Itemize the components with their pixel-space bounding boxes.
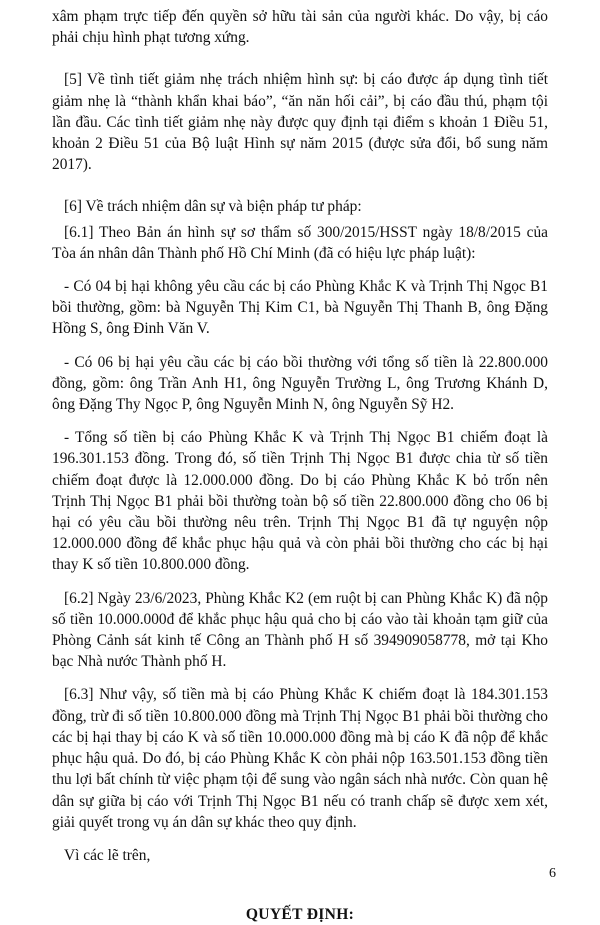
paragraph-civil-liability-heading: [6] Về trách nhiệm dân sự và biện pháp tư pháp:: [64, 198, 362, 216]
paragraph-mitigating-circumstances: [5] Về tình tiết giảm nhẹ trách nhiệm hình sự: bị cáo được áp dụng tình tiết giảm nhẹ là “thành khẩn khai báo”, “ăn năn hối cải”, bị cáo đầu thú, phạm tội lần đầu. Các tình tiết giảm nhẹ này được quy định tại điểm s khoản 1 Điều 51, khoản 2 Điều 51 của Bộ luật Hình sự năm 2015 (được sửa đổi, bổ sung năm 2017).: [52, 71, 548, 174]
decision-heading: QUYẾT ĐỊNH:: [245, 906, 355, 924]
paragraph-6-2: [6.2] Ngày 23/6/2023, Phùng Khắc K2 (em ruột bị can Phùng Khắc K) đã nộp số tiền 10.000.000đ để khắc phục hậu quả cho bị cáo vào tài khoản tạm giữ của Phòng Cảnh sát kinh tế Công an Thành phố H số 394909058778, mở tại Kho bạc Nhà nước Thành phố H.: [52, 589, 548, 671]
paragraph-6-3: [6.3] Như vậy, số tiền mà bị cáo Phùng Khắc K chiếm đoạt là 184.301.153 đồng, trừ đi số tiền 10.800.000 đồng mà Trịnh Thị Ngọc B1 phải bồi thường cho các bị hại thay bị cáo K và số tiền 10.000.000 đồng mà bị cáo K đã nộp để khắc phục hậu quả. Do đó, bị cáo Phùng Khắc K còn phải nộp 163.501.153 đồng tiền thu lợi bất chính từ việc phạm tội để sung vào ngân sách nhà nước. Còn quan hệ dân sự giữa bị cáo với Trịnh Thị Ngọc B1 nếu có tranh chấp sẽ được xem xét, giải quyết trong vụ án dân sự khác theo quy định.: [52, 686, 548, 831]
bullet-victims-no-claim: - Có 04 bị hại không yêu cầu các bị cáo Phùng Khắc K và Trịnh Thị Ngọc B1 bồi thường, gồm: bà Nguyễn Thị Kim C1, bà Nguyễn Thị Thanh B, ông Đặng Hồng S, ông Đinh Văn V.: [52, 278, 548, 338]
paragraph-closing: Vì các lẽ trên,: [64, 846, 151, 864]
bullet-victims-claim: - Có 06 bị hại yêu cầu các bị cáo bồi thường với tổng số tiền là 22.800.000 đồng, gồm: ông Trần Anh H1, ông Nguyễn Trường L, ông Trương Khánh D, ông Đặng Thy Ngọc P, ông Nguyễn Minh N, ông Nguyễn Sỹ H2.: [52, 353, 548, 414]
page-number: 6: [549, 866, 556, 881]
paragraph-continuation: xâm phạm trực tiếp đến quyền sở hữu tài sản của người khác. Do vậy, bị cáo phải chịu hình phạt tương xứng.: [52, 8, 548, 47]
bullet-total-amount: - Tổng số tiền bị cáo Phùng Khắc K và Trịnh Thị Ngọc B1 chiếm đoạt là 196.301.153 đồng. Trong đó, số tiền Trịnh Thị Ngọc B1 được chia từ số tiền chiếm đoạt được là 12.000.000 đồng. Do bị cáo Phùng Khắc K bỏ trốn nên Trịnh Thị Ngọc B1 phải bồi thường toàn bộ số tiền 22.800.000 đồng cho 06 bị hại có yêu cầu bồi thường nêu trên. Trịnh Thị Ngọc B1 đã tự nguyện nộp 12.000.000 đồng để khắc phục hậu quả và còn phải bồi thường cho các bị hại thay K số tiền 10.800.000 đồng.: [52, 429, 548, 574]
paragraph-6-1: [6.1] Theo Bản án hình sự sơ thẩm số 300/2015/HSST ngày 18/8/2015 của Tòa án nhân dân Thành phố Hồ Chí Minh (đã có hiệu lực pháp luật):: [52, 223, 548, 262]
